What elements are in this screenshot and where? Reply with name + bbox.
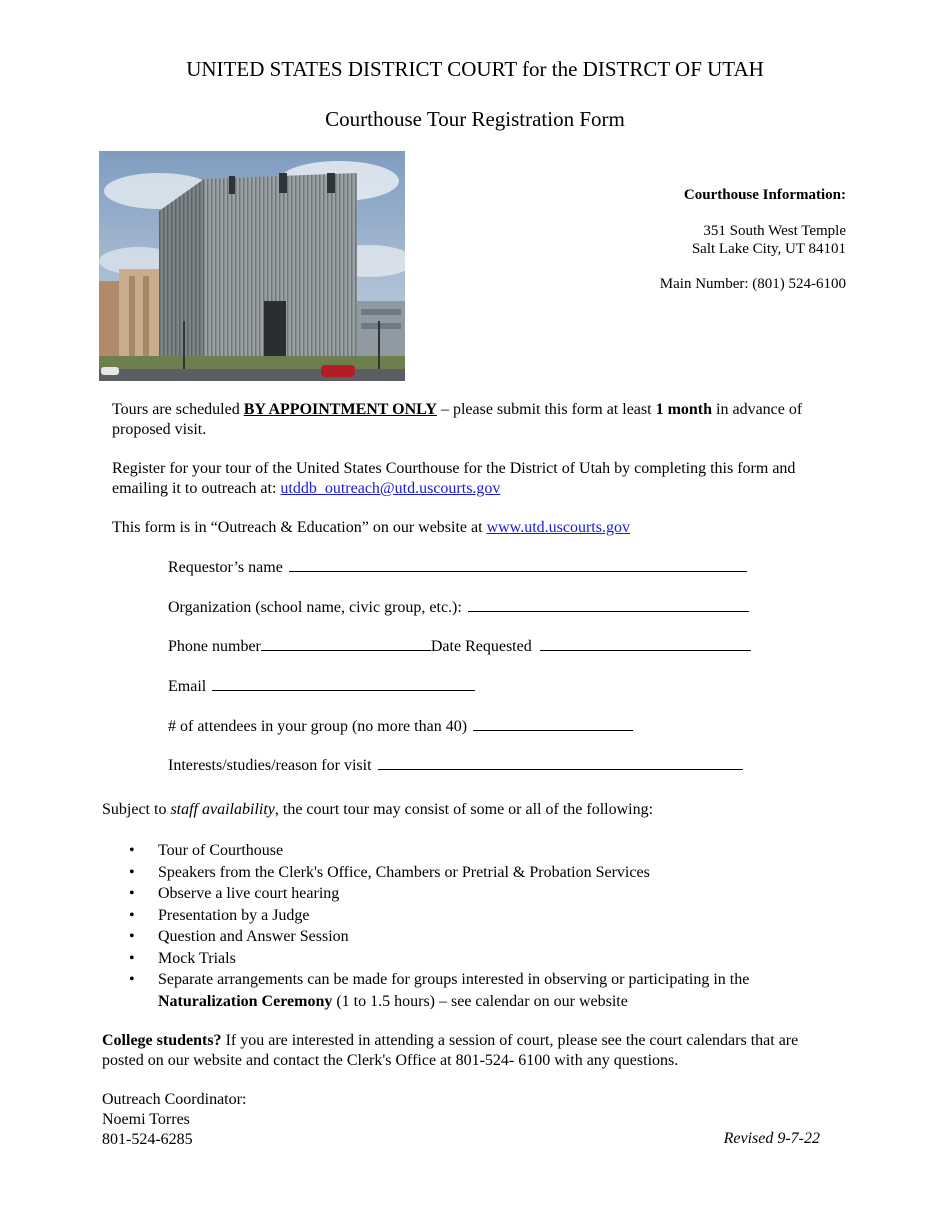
list-item xyxy=(102,905,822,927)
tour-option-text: Question and Answer Session xyxy=(158,928,349,945)
list-item xyxy=(102,840,822,862)
bullet: • xyxy=(129,906,135,924)
phone-number-input-line[interactable] xyxy=(261,636,431,651)
date-requested-input-line[interactable] xyxy=(540,636,751,651)
email-field xyxy=(168,676,475,696)
college-students-text: If you are interested in attending a session of court, please see the court calendars that are posted on our website and contact the Clerk's Office at 801-524- 6100 with any questions. xyxy=(102,1032,799,1069)
staff-availability-emphasis: staff availability xyxy=(170,801,275,818)
list-item xyxy=(102,926,822,948)
interests-field xyxy=(168,755,743,775)
bullet: • xyxy=(129,885,135,902)
courthouse-photo xyxy=(99,151,405,381)
coordinator-phone: 801-524-6285 xyxy=(102,1131,193,1148)
list-item xyxy=(102,969,822,1012)
coordinator-block xyxy=(102,1090,246,1150)
bullet: • xyxy=(129,863,135,881)
email-label: Email xyxy=(168,678,207,695)
form-title: Courthouse Tour Registration Form xyxy=(325,107,625,131)
tour-option-text: Speakers from the Clerk's Office, Chambers or Pretrial & Probation Services xyxy=(158,863,650,881)
coordinator-label: Outreach Coordinator: xyxy=(102,1091,247,1108)
phone-date-field xyxy=(168,636,751,656)
phone-number-label: Phone number xyxy=(168,638,261,655)
naturalization-text-1: Separate arrangements can be made for groups interested in observing or participating in the xyxy=(158,971,750,988)
email-input-line[interactable] xyxy=(212,676,475,691)
bullet: • xyxy=(129,842,135,859)
tour-option-text: Presentation by a Judge xyxy=(158,906,310,924)
website-text: This form is in “Outreach & Education” on our website at xyxy=(112,519,487,536)
tour-option-text: Tour of Courthouse xyxy=(158,842,284,859)
address-line-2: Salt Lake City, UT 84101 xyxy=(691,241,846,257)
naturalization-text-2: (1 to 1.5 hours) – see calendar on our website xyxy=(332,992,628,1010)
main-phone-number: Main Number: (801) 524-6100 xyxy=(659,276,846,292)
interests-input-line[interactable] xyxy=(378,755,743,770)
register-paragraph xyxy=(112,459,832,499)
revision-date: Revised 9-7-22 xyxy=(723,1130,820,1147)
requestor-name-field xyxy=(168,557,747,577)
organization-field xyxy=(168,597,749,617)
coordinator-name: Noemi Torres xyxy=(102,1111,190,1128)
courthouse-info-heading: Courthouse Information: xyxy=(683,187,846,203)
tour-intro-text-2: , the court tour may consist of some or all of the following: xyxy=(274,801,654,818)
tour-intro xyxy=(102,800,842,820)
attendees-field xyxy=(168,716,633,736)
tour-option-text: Observe a live court hearing xyxy=(158,885,340,902)
appointment-text-2: – please submit this form at least xyxy=(436,401,656,418)
page-title: UNITED STATES DISTRICT COURT for the DISTRCT OF UTAH xyxy=(186,57,764,81)
website-paragraph xyxy=(112,518,832,538)
one-month-emphasis: 1 month xyxy=(655,401,713,418)
appointment-only-emphasis: BY APPOINTMENT ONLY xyxy=(243,401,437,418)
appointment-text-3: in advance of proposed visit. xyxy=(112,401,803,438)
register-text: Register for your tour of the United States Courthouse for the District of Utah by completing this form and emailing it to outreach at: xyxy=(112,460,796,497)
organization-label: Organization (school name, civic group, etc.): xyxy=(168,599,462,616)
requestor-name-label: Requestor’s name xyxy=(168,559,283,576)
attendees-label: # of attendees in your group (no more than 40) xyxy=(168,718,468,735)
college-students-paragraph xyxy=(102,1031,827,1071)
bullet: • xyxy=(129,949,135,967)
tour-option-text: Mock Trials xyxy=(158,949,236,967)
list-item xyxy=(102,883,822,905)
bullet: • xyxy=(129,928,135,945)
naturalization-ceremony-emphasis: Naturalization Ceremony xyxy=(158,992,333,1010)
list-item xyxy=(102,948,822,970)
outreach-email-link[interactable]: utddb_outreach@utd.uscourts.gov xyxy=(280,480,501,497)
list-item xyxy=(102,862,822,884)
bullet: • xyxy=(129,971,135,988)
tour-intro-text-1: Subject to xyxy=(102,801,171,818)
date-requested-label: Date Requested xyxy=(430,638,532,655)
website-link[interactable]: www.utd.uscourts.gov xyxy=(486,519,630,536)
address-line-1: 351 South West Temple xyxy=(703,223,846,239)
attendees-input-line[interactable] xyxy=(473,716,633,731)
appointment-paragraph xyxy=(112,400,832,440)
interests-label: Interests/studies/reason for visit xyxy=(168,757,372,774)
appointment-text-1: Tours are scheduled xyxy=(112,401,244,418)
tour-options-list xyxy=(102,840,822,1012)
requestor-name-input-line[interactable] xyxy=(289,557,747,572)
college-students-heading: College students? xyxy=(102,1032,222,1049)
organization-input-line[interactable] xyxy=(468,597,749,612)
